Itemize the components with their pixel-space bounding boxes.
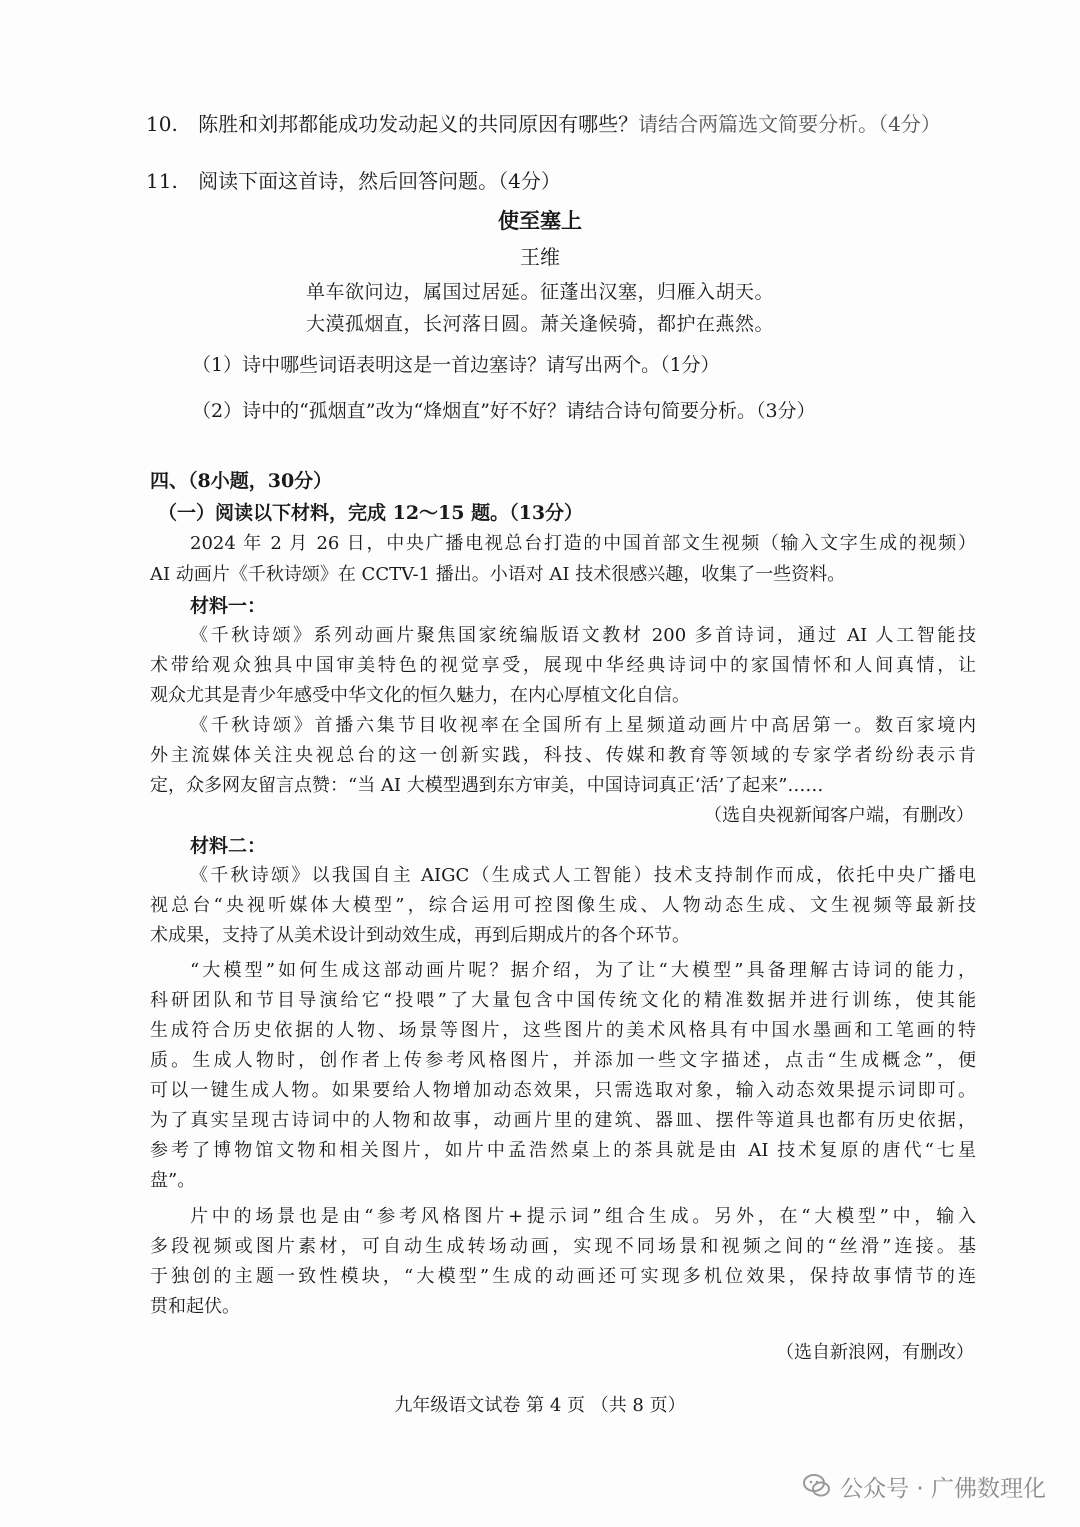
paragraph-line: 为了真实呈现古诗词中的人物和故事，动画片里的建筑、器皿、摆件等道具也都有历史依据， — [150, 1110, 976, 1131]
source-note: （选自央视新闻客户端，有删改） — [704, 805, 974, 826]
sub-question-1: （1）诗中哪些词语表明这是一首边塞诗？请写出两个。（1分） — [192, 354, 720, 376]
poem-title: 使至塞上 — [498, 208, 582, 233]
question-11 — [146, 168, 561, 194]
intro-line: 2024 年 2 月 26 日，中央广播电视总台打造的中国首部文生视频（输入文字生成的视频） — [190, 533, 976, 554]
poem-line: 单车欲问边，属国过居延。征蓬出汉塞，归雁入胡天。 — [305, 281, 774, 303]
paragraph-line: 盘”。 — [150, 1170, 196, 1191]
paragraph-line: 《千秋诗颂》以我国自主 AIGC（生成式人工智能）技术支持制作而成，依托中央广播电 — [190, 865, 976, 886]
paragraph-line: 术带给观众独具中国审美特色的视觉享受，展现中华经典诗词中的家国情怀和人间真情，让 — [150, 655, 976, 676]
question-text: 陈胜和刘邦都能成功发动起义的共同原因有哪些？ — [198, 112, 639, 136]
question-text-faded: 请结合两篇选文简要分析。（4分） — [638, 112, 941, 136]
section-heading: 四、（8小题，30分） — [150, 470, 333, 492]
material-2-label: 材料二： — [190, 835, 267, 857]
page-footer: 九年级语文试卷 第 4 页 （共 8 页） — [394, 1395, 686, 1416]
watermark-text: 公众号 · 广佛数理化 — [840, 1475, 1046, 1502]
question-number: 11. — [146, 169, 178, 193]
paragraph-line: 贯和起伏。 — [150, 1296, 240, 1317]
paragraph-line: “大模型”如何生成这部动画片呢？据介绍，为了让“大模型”具备理解古诗词的能力， — [190, 960, 976, 981]
poem-line: 大漠孤烟直，长河落日圆。萧关逢候骑，都护在燕然。 — [305, 313, 774, 335]
question-number: 10. — [146, 112, 178, 136]
paragraph-line: 于独创的主题一致性模块，“大模型”生成的动画还可实现多机位效果，保持故事情节的连 — [150, 1266, 976, 1287]
paragraph-line: 多段视频或图片素材，可自动生成转场动画，实现不同场景和视频之间的“丝滑”连接。基 — [150, 1236, 976, 1257]
question-10 — [146, 111, 941, 137]
watermark — [802, 1468, 1046, 1504]
paragraph-line: 观众尤其是青少年感受中华文化的恒久魅力，在内心厚植文化自信。 — [150, 685, 690, 706]
paragraph-line: 参考了博物馆文物和相关图片，如片中孟浩然桌上的茶具就是由 AI 技术复原的唐代“七星 — [150, 1140, 976, 1161]
poem-author: 王维 — [520, 245, 560, 269]
paragraph-line: 质。生成人物时，创作者上传参考风格图片，并添加一些文字描述，点击“生成概念”，便 — [150, 1050, 976, 1071]
source-note: （选自新浪网，有删改） — [776, 1342, 974, 1363]
paragraph-line: 片中的场景也是由“参考风格图片+提示词”组合生成。另外，在“大模型”中，输入 — [190, 1206, 976, 1227]
paragraph-line: 科研团队和节目导演给它“投喂”了大量包含中国传统文化的精准数据并进行训练，使其能 — [150, 990, 976, 1011]
question-text: 阅读下面这首诗，然后回答问题。（4分） — [198, 169, 561, 193]
material-1-label: 材料一： — [190, 595, 267, 617]
part-heading: （一）阅读以下材料，完成 12～15 题。（13分） — [158, 502, 584, 524]
paragraph-line: 可以一键生成人物。如果要给人物增加动态效果，只需选取对象，输入动态效果提示词即可。 — [150, 1080, 976, 1101]
paragraph-line: 外主流媒体关注央视总台的这一创新实践，科技、传媒和教育等领域的专家学者纷纷表示肯 — [150, 745, 976, 766]
paragraph-line: 术成果，支持了从美术设计到动效生成，再到后期成片的各个环节。 — [150, 925, 690, 946]
paragraph-line: 《千秋诗颂》首播六集节目收视率在全国所有上星频道动画片中高居第一。数百家境内 — [190, 715, 976, 736]
paragraph-line: 视总台“央视听媒体大模型”，综合运用可控图像生成、人物动态生成、文生视频等最新技 — [150, 895, 976, 916]
wechat-icon — [802, 1471, 832, 1501]
sub-question-2: （2）诗中的“孤烟直”改为“烽烟直”好不好？请结合诗句简要分析。（3分） — [192, 400, 816, 422]
intro-line: AI 动画片《千秋诗颂》在 CCTV-1 播出。小语对 AI 技术很感兴趣，收集了一些资料。 — [150, 564, 846, 585]
paragraph-line: 定，众多网友留言点赞：“当 AI 大模型遇到东方审美，中国诗词真正‘活’了起来”…… — [150, 775, 824, 796]
paragraph-line: 《千秋诗颂》系列动画片聚焦国家统编版语文教材 200 多首诗词，通过 AI 人工智能技 — [190, 625, 976, 646]
paragraph-line: 生成符合历史依据的人物、场景等图片，这些图片的美术风格具有中国水墨画和工笔画的特 — [150, 1020, 976, 1041]
